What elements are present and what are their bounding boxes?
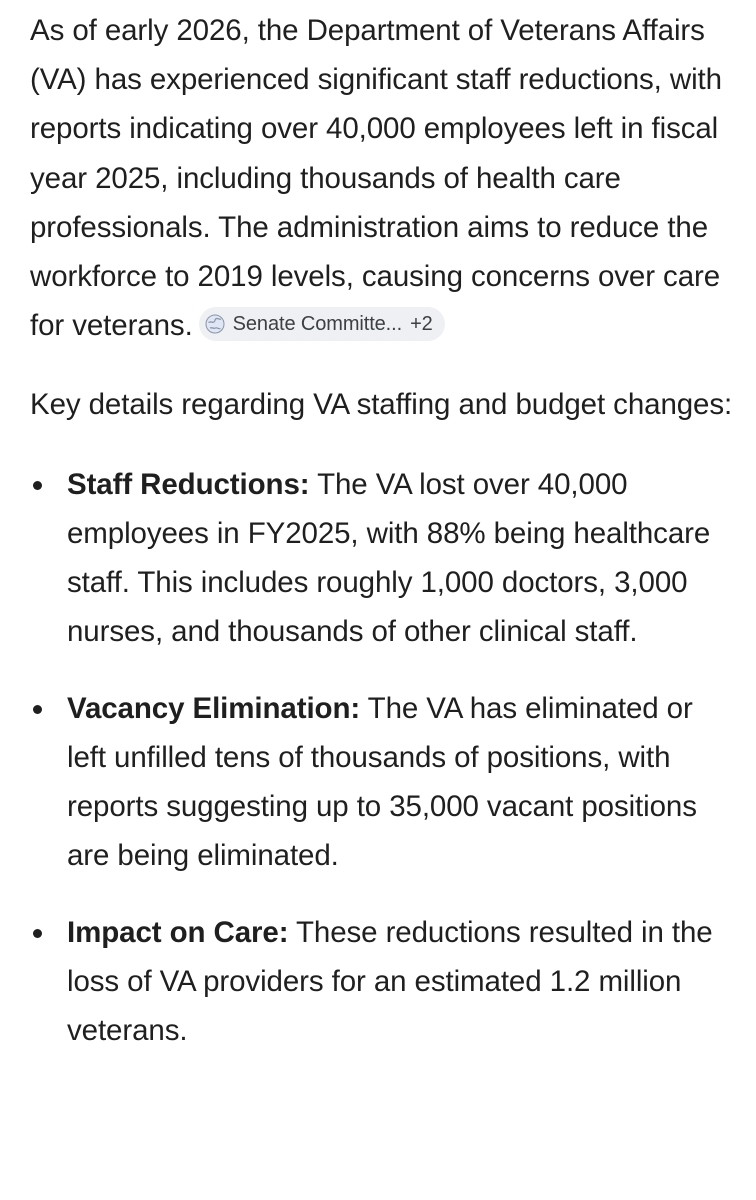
bullet-text: The VA has eliminated or left unfilled tens of thousands of positions, with reports suggesting up to 35,000 vacant positions are being eliminated.: [67, 691, 697, 872]
bullet-item-impact-on-care: [30, 908, 736, 1055]
bullet-term: Vacancy Elimination:: [67, 691, 361, 725]
bullet-list: [30, 460, 736, 1055]
source-chip-count: +2: [410, 313, 433, 336]
bullet-term: Staff Reductions:: [67, 467, 310, 501]
summary-text: As of early 2026, the Department of Veterans Affairs (VA) has experienced significant staff reductions, with reports indicating over 40,000 employees left in fiscal year 2025, including thousands of health care professionals. The administration aims to reduce the workforce to 2019 levels, causing concerns over care for veterans.: [30, 14, 722, 343]
intro-text: Key details regarding VA staffing and budget changes:: [30, 388, 733, 422]
bullet-dot: [33, 929, 42, 938]
source-chip[interactable]: [199, 307, 445, 341]
bullet-dot: [33, 481, 42, 490]
summary-paragraph: [30, 6, 736, 350]
bullet-text: The VA lost over 40,000 employees in FY2025, with 88% being healthcare staff. This includes roughly 1,000 doctors, 3,000 nurses, and thousands of other clinical staff.: [67, 467, 711, 648]
bullet-item-staff-reductions: [30, 460, 736, 656]
bullet-dot: [33, 705, 42, 714]
globe-icon: [205, 314, 225, 334]
bullet-term: Impact on Care:: [67, 915, 289, 949]
source-chip-label: Senate Committe...: [232, 313, 403, 336]
bullet-text: These reductions resulted in the loss of VA providers for an estimated 1.2 million veterans.: [67, 915, 713, 1047]
bullet-item-vacancy-elimination: [30, 684, 736, 880]
